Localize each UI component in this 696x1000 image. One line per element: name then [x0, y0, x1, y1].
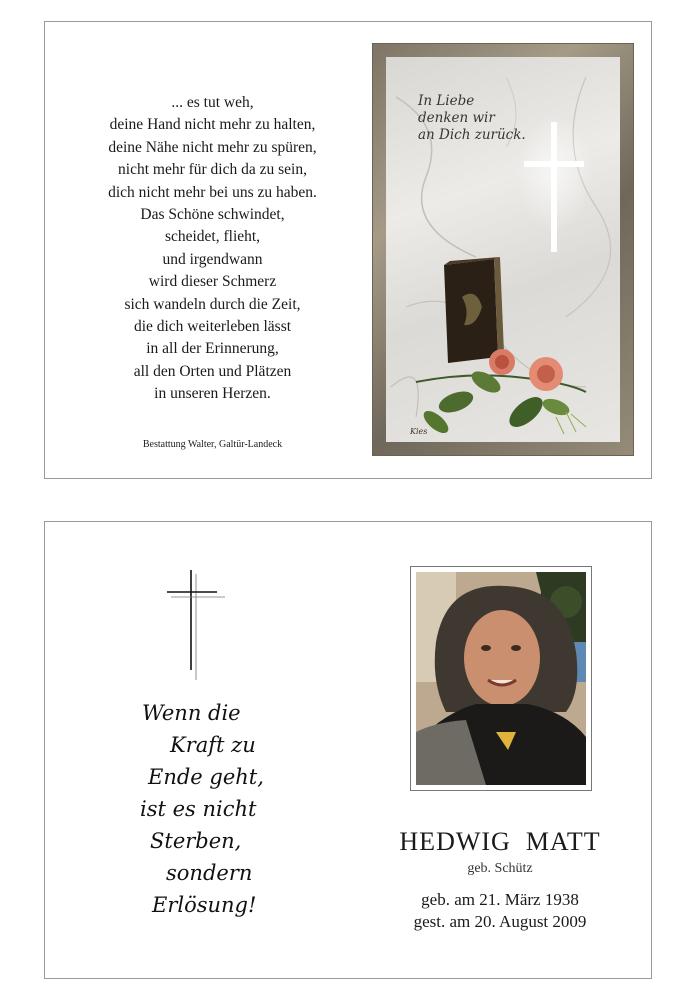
- inscription-line: denken wir: [418, 110, 495, 126]
- poem-line: deine Hand nicht mehr zu halten,: [109, 116, 316, 134]
- quote: [100, 697, 300, 921]
- marble-background: [386, 57, 620, 442]
- quote-line: Erlösung!: [152, 893, 257, 917]
- portrait-frame: [410, 566, 592, 791]
- portrait-photo: [416, 572, 586, 785]
- quote-line: Sterben,: [150, 829, 242, 853]
- quote-line: Ende geht,: [148, 765, 264, 789]
- life-dates: [385, 889, 615, 933]
- poem-line: all den Orten und Plätzen: [133, 362, 292, 380]
- deceased-info: [385, 827, 615, 933]
- artist-signature: Kies: [410, 427, 428, 436]
- poem-line: deine Nähe nicht mehr zu spüren,: [108, 138, 317, 156]
- poem-line: scheidet, flieht,: [164, 228, 261, 246]
- poem-line: wird dieser Schmerz: [148, 273, 277, 291]
- poem-line: sich wandeln durch die Zeit,: [124, 295, 301, 313]
- roses-illustration: [406, 322, 596, 442]
- poem-line: in all der Erinnerung,: [146, 340, 279, 358]
- birth-date: geb. am 21. März 1938: [421, 890, 579, 909]
- death-date: gest. am 20. August 2009: [413, 912, 587, 931]
- poem-line: und irgendwann: [162, 250, 263, 268]
- inscription-line: In Liebe: [418, 93, 475, 109]
- memorial-inscription: [418, 93, 526, 144]
- memorial-image: [372, 43, 634, 456]
- quote-line: sondern: [166, 861, 253, 885]
- funeral-home-credit: Bestattung Walter, Galtür-Landeck: [142, 439, 283, 450]
- poem-line: in unseren Herzen.: [154, 385, 271, 403]
- poem-line: die dich weiterleben lässt: [133, 318, 292, 336]
- glowing-cross-icon: [514, 117, 594, 257]
- deceased-name: HEDWIG MATT: [399, 827, 601, 856]
- poem-line: Das Schöne schwindet,: [140, 206, 285, 224]
- poem-line: dich nicht mehr bei uns zu haben.: [108, 183, 317, 201]
- quote-line: ist es nicht: [140, 797, 257, 821]
- poem: [75, 92, 350, 406]
- maiden-name: geb. Schütz: [467, 861, 533, 876]
- cross-icon: [165, 562, 235, 682]
- memorial-card-front: [44, 521, 652, 979]
- quote-line: Wenn die: [142, 701, 241, 725]
- portrait-illustration: [416, 572, 586, 785]
- quote-line: Kraft zu: [170, 733, 256, 757]
- poem-line: ... es tut weh,: [171, 94, 254, 111]
- poem-line: nicht mehr für dich da zu sein,: [118, 161, 307, 179]
- inscription-line: an Dich zurück.: [418, 127, 526, 143]
- memorial-card-back: [44, 21, 652, 479]
